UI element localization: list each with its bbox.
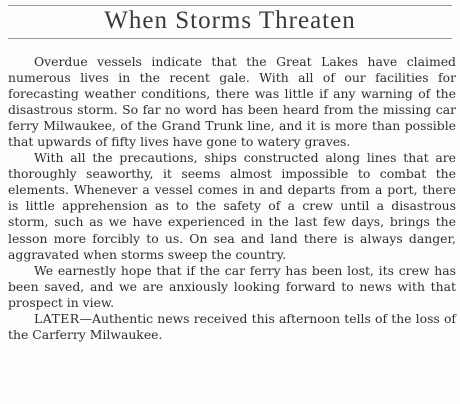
paragraph-2: With all the precautions, ships constructed along lines that are thoroughly seaworthy, it seems almost impossible to combat the elements. Whenever a vessel comes in and departs from a port, there is little apprehension as to the safety of a crew until a disastrous storm, such as we have experienced in the last few days, brings the lesson more forcibly to us. On sea and land there is always danger, aggravated when storms sweep the country. [8,150,456,262]
later-text: —Authentic news received this afternoon tells of the loss of the Carferry Milwaukee. [8,310,456,342]
paragraph-1: Overdue vessels indicate that the Great Lakes have claimed numerous lives in the recent gale. With all of our facilities for forecasting weather conditions, there was little if any warning of the disastrous storm. So far no word has been heard from the missing car ferry Milwaukee, of the Grand Trunk line, and it is more than possible that upwards of fifty lives have gone to watery graves. [8,54,456,150]
paragraph-3: We earnestly hope that if the car ferry has been lost, its crew has been saved, and we are anxiously looking forward to news with that prospect in view. [8,262,456,310]
article-body [8,54,456,343]
headline: When Storms Threaten [104,7,356,34]
later-label: LATER [34,310,80,326]
headline-rule [8,38,452,39]
later-paragraph [8,311,456,343]
